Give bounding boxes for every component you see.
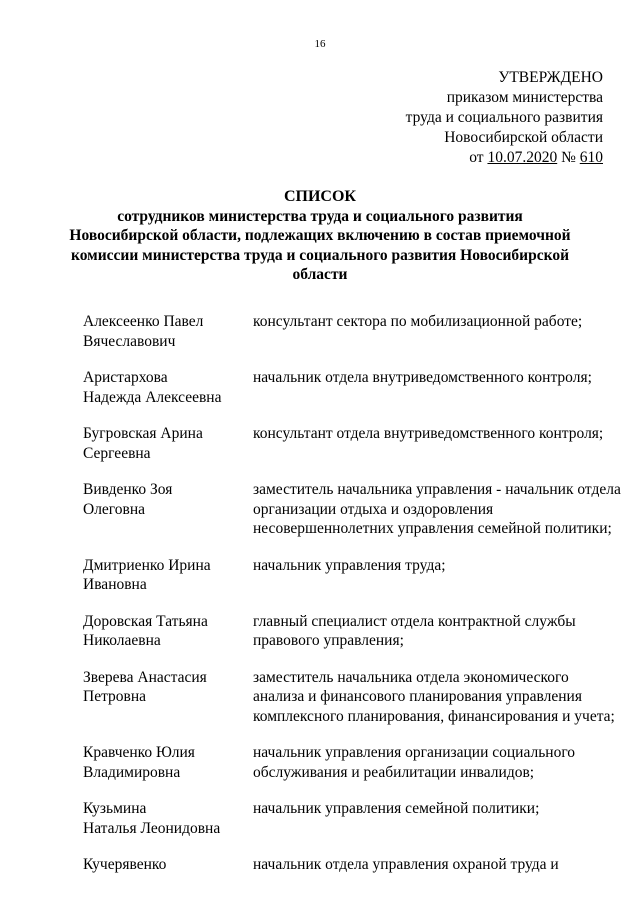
employee-position: начальник управления семейной политики; (253, 800, 540, 817)
approval-from-label: от (469, 149, 484, 166)
page-number: 16 (314, 38, 326, 50)
employee-name: Аристархова Надежда Алексеевна (83, 369, 222, 406)
employee-position: консультант сектора по мобилизационной работе; (253, 313, 583, 330)
title-line: Новосибирской области, подлежащих включению в состав приемочной (69, 227, 571, 244)
approval-line: Новосибирской области (444, 129, 603, 146)
approval-stamp (406, 68, 603, 168)
list-item (83, 480, 623, 539)
employee-name: Кучерявенко (83, 856, 167, 873)
approval-heading: УТВЕРЖДЕНО (498, 69, 603, 86)
title-line: области (292, 266, 348, 283)
list-item (83, 612, 623, 651)
employee-position: заместитель начальника управления - начальник отдела организации отдыха и оздоровления несовершеннолетних управления семейной политики; (253, 481, 621, 537)
list-item (83, 424, 623, 463)
list-item (83, 855, 623, 875)
approval-number: 610 (579, 149, 603, 166)
employee-name: Бугровская Арина Сергеевна (83, 425, 203, 462)
employee-name: Кравченко Юлия Владимировна (83, 744, 195, 781)
employee-name: Зверева Анастасия Петровна (83, 668, 207, 705)
employee-position: главный специалист отдела контрактной службы правового управления; (253, 612, 576, 649)
employee-position: начальник отдела управления охраной труда и (253, 856, 559, 873)
list-item (83, 368, 623, 407)
list-item (83, 668, 623, 727)
list-item (83, 556, 623, 595)
employee-position: начальник управления организации социального обслуживания и реабилитации инвалидов; (253, 744, 576, 781)
employee-name: Дмитриенко Ирина Ивановна (83, 556, 211, 593)
document-title (60, 187, 580, 285)
employee-position: заместитель начальника отдела экономического анализа и финансового планирования управления комплексного планирования, финансирования и учета; (253, 668, 615, 725)
title-heading: СПИСОК (283, 188, 357, 205)
employee-position: начальник управления труда; (253, 556, 446, 574)
approval-line: труда и социального развития (405, 109, 603, 126)
list-item (83, 743, 623, 782)
approval-order-line (406, 148, 603, 168)
employee-position: консультант отдела внутриведомственного контроля; (253, 425, 604, 442)
approval-number-sign: № (561, 149, 576, 166)
list-item (83, 312, 623, 351)
list-item (83, 799, 623, 838)
employee-name: Вивденко Зоя Олеговна (83, 481, 173, 518)
employee-name: Кузьмина Наталья Леонидовна (83, 800, 221, 837)
approval-date: 10.07.2020 (487, 149, 558, 166)
title-line: комиссии министерства труда и социального развития Новосибирской (70, 246, 570, 264)
employee-position: начальник отдела внутриведомственного контроля; (253, 369, 592, 386)
title-line: сотрудников министерства труда и социального развития (117, 207, 523, 225)
employee-name: Алексеенко Павел Вячеславович (83, 313, 204, 350)
employee-name: Доровская Татьяна Николаевна (83, 612, 208, 649)
staff-list (83, 312, 623, 892)
approval-line: приказом министерства (446, 89, 603, 106)
